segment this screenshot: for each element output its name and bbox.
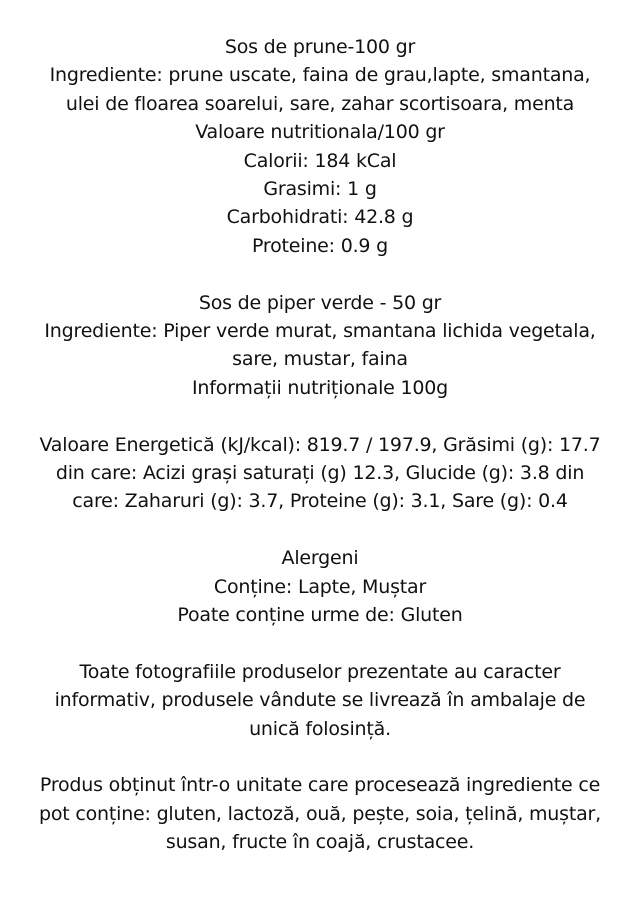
allergens-section — [0, 544, 640, 629]
plum-sauce-calories: Calorii: 184 kCal — [243, 149, 397, 172]
facility-notice-line-2: pot conține: gluten, lactoză, ouă, pește, soia, țelină, muștar, — [38, 802, 601, 825]
allergens-may-contain: Poate conține urme de: Gluten — [177, 604, 463, 627]
product-info-document — [0, 33, 640, 857]
plum-sauce-title: Sos de prune-100 gr — [224, 36, 416, 58]
pepper-sauce-energy-section — [0, 431, 640, 516]
pepper-sauce-energy-line-1: Valoare Energetică (kJ/kcal): 819.7 / 197.9, Grăsimi (g): 17.7 — [39, 433, 601, 456]
allergens-heading: Alergeni — [281, 547, 359, 570]
section-spacer — [0, 402, 640, 430]
photo-notice-line-2: informativ, produsele vândute se livrează în ambalaje de — [54, 689, 586, 712]
pepper-sauce-ingredients-line-2: sare, mustar, faina — [232, 348, 408, 371]
facility-notice-section — [0, 771, 640, 856]
plum-sauce-section — [0, 33, 640, 260]
photo-notice-line-1: Toate fotografiile produselor prezentate au caracter — [79, 660, 561, 683]
photo-notice-line-3: unică folosință. — [249, 717, 391, 740]
section-spacer — [0, 743, 640, 771]
pepper-sauce-energy-line-3: care: Zaharuri (g): 3.7, Proteine (g): 3.1, Sare (g): 0.4 — [72, 490, 568, 513]
plum-sauce-fat: Grasimi: 1 g — [263, 178, 377, 201]
section-spacer — [0, 516, 640, 544]
section-spacer — [0, 629, 640, 657]
plum-sauce-ingredients-line-1: Ingrediente: prune uscate, faina de grau,lapte, smantana, — [49, 64, 591, 87]
facility-notice-line-1: Produs obținut într-o unitate care procesează ingrediente ce — [39, 774, 601, 797]
photo-notice-section — [0, 658, 640, 743]
pepper-sauce-ingredients-line-1: Ingrediente: Piper verde murat, smantana lichida vegetala, — [44, 320, 596, 343]
pepper-sauce-title: Sos de piper verde - 50 gr — [198, 291, 442, 314]
facility-notice-line-3: susan, fructe în coajă, crustacee. — [165, 831, 475, 854]
pepper-sauce-nutrition-heading: Informații nutriționale 100g — [191, 376, 449, 399]
pepper-sauce-energy-line-2: din care: Acizi grași saturați (g) 12.3, Glucide (g): 3.8 din — [55, 462, 585, 485]
pepper-sauce-section — [0, 289, 640, 403]
allergens-contains: Conține: Lapte, Muștar — [213, 575, 427, 598]
plum-sauce-carbs: Carbohidrati: 42.8 g — [226, 206, 414, 229]
plum-sauce-ingredients-line-2: ulei de floarea soarelui, sare, zahar scortisoara, menta — [65, 92, 575, 115]
section-spacer — [0, 260, 640, 288]
plum-sauce-nutrition-heading: Valoare nutritionala/100 gr — [195, 121, 445, 144]
plum-sauce-protein: Proteine: 0.9 g — [251, 234, 389, 257]
